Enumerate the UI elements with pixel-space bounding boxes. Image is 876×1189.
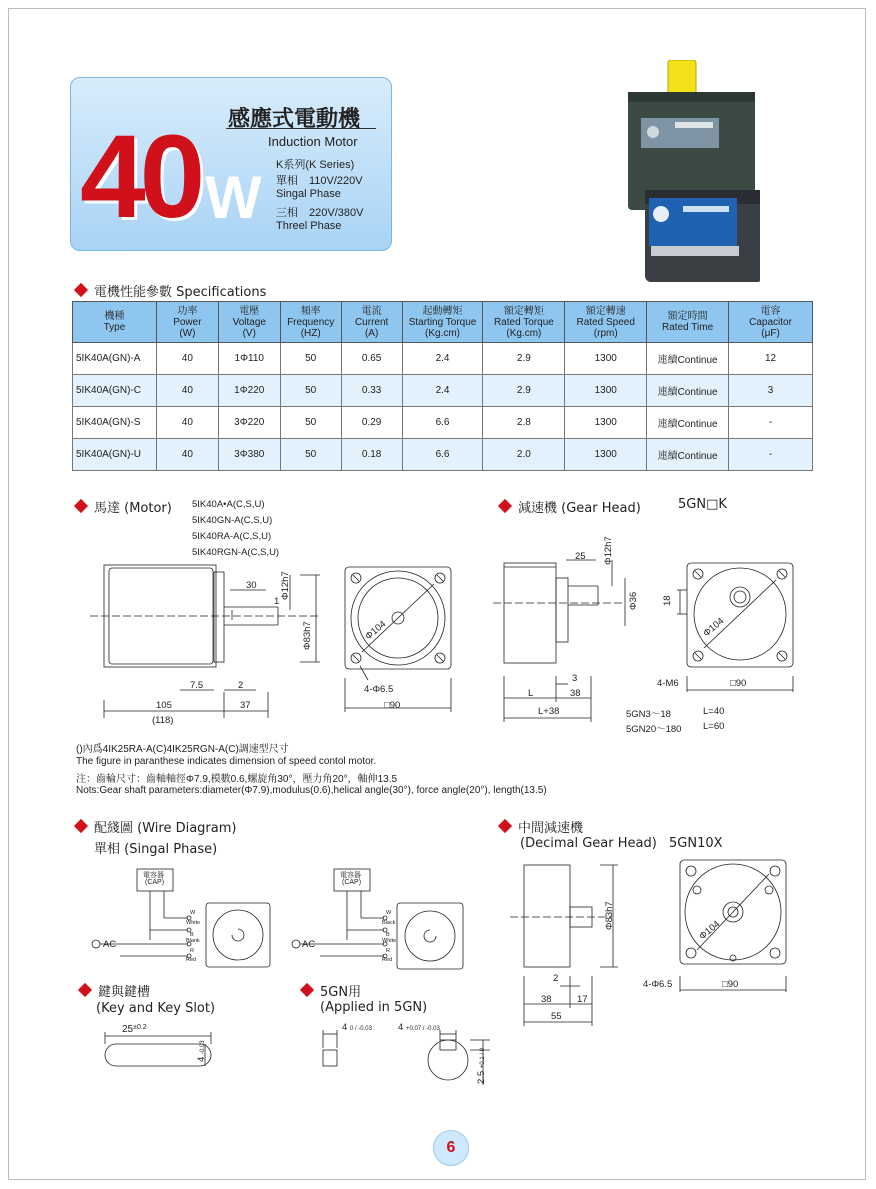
gear-dim-L: L [528, 688, 534, 699]
table-cell: 1300 [565, 343, 647, 375]
dec-holes: 4-Φ6.5 [643, 979, 673, 990]
wire-r-left: R [190, 948, 194, 954]
table-cell: 1300 [565, 375, 647, 407]
cap-label-en-right: (CAP) [342, 879, 362, 886]
note-2: The figure in paranthese indicates dimension of speed contol motor. [76, 756, 377, 767]
table-cell: 3Φ380 [218, 439, 280, 471]
gear-ratio-1: 5GN3～18 [626, 709, 671, 720]
wire-red-left: Red [186, 957, 197, 963]
page-number: 6 [433, 1130, 469, 1166]
key-dim-25: $25^{\pm 0.2}$ [122, 1024, 147, 1035]
table-cell: 50 [280, 375, 341, 407]
header-rated-torque: 額定轉矩 Rated Torque (Kg.cm) [483, 302, 565, 343]
table-cell: 3Φ220 [218, 407, 280, 439]
table-cell: 1300 [565, 439, 647, 471]
note-4: Nots:Gear shaft parameters:diameter(Φ7.9),modulus(0.6),helical angle(30°), force angle(20°), length(13.5) [76, 785, 547, 796]
dim-7-5: 7.5 [190, 680, 204, 691]
table-cell: 5IK40A(GN)-A [73, 343, 157, 375]
wire-b-right: B [386, 932, 390, 938]
gear-dim-3: 3 [572, 673, 578, 684]
motor-holes: 4-Φ6.5 [364, 684, 394, 695]
header-frequency: 頻率 Frequency (HZ) [280, 302, 341, 343]
ac-label-left: AC [103, 939, 117, 950]
header-type: 機種 Type [73, 302, 157, 343]
table-cell: 0.18 [341, 439, 402, 471]
cap-label-en: (CAP) [145, 879, 165, 886]
header-starting-torque: 起動轉矩 Starting Torque (Kg.cm) [402, 302, 483, 343]
spec-heading-text: 電機性能參數 Specifications [94, 285, 267, 300]
table-cell: 2.8 [483, 407, 565, 439]
header-power: 功率 Power (W) [156, 302, 218, 343]
wire-white-right: White [382, 938, 397, 944]
gear-dim-12h7: Φ12h7 [603, 536, 614, 565]
dec-square: □90 [722, 979, 739, 990]
table-cell: 連續Continue [647, 375, 729, 407]
note-3: 注：齒輪尺寸：齒軸軸徑Φ7.9,模數0.6,螺旋角30°，壓力角20°，軸伸13.5 [76, 774, 398, 785]
gn-sub: (Applied in 5GN) [320, 1000, 428, 1015]
dec-dim-2: 2 [553, 973, 559, 984]
table-cell: 連續Continue [647, 407, 729, 439]
header-voltage: 電壓 Voltage (V) [218, 302, 280, 343]
wire-heading-text: 配綫圖 (Wire Diagram) [94, 821, 237, 836]
table-cell: 2.4 [402, 343, 483, 375]
header-rated-speed: 額定轉速 Rated Speed (rpm) [565, 302, 647, 343]
decimal-sub: (Decimal Gear Head) [520, 836, 657, 851]
wire-b-left: B [190, 932, 194, 938]
wire-blank-left: Blank [186, 938, 200, 944]
dim-1: 1 [274, 596, 280, 607]
gn-dim-2-5: 2.5 +0.1 / 0 [476, 1047, 487, 1084]
gear-dim-25: 25 [575, 551, 586, 562]
dec-dim-83h7: Φ83h7 [604, 901, 615, 930]
decimal-side-view [510, 865, 618, 1026]
wire-red-right: Red [382, 957, 393, 963]
wire-diagram-right [292, 869, 463, 969]
dim-12h7: Φ12h7 [280, 571, 291, 600]
header-capacitor: 電容 Capacitor (μF) [729, 302, 813, 343]
gear-side-view [493, 560, 625, 722]
table-cell: 0.29 [341, 407, 402, 439]
table-cell: 0.33 [341, 375, 402, 407]
dec-dim-55: 55 [551, 1011, 562, 1022]
table-cell: - [729, 439, 813, 471]
gear-square: □90 [730, 678, 747, 689]
motor-model-3: 5IK40RA-A(C,S,U) [192, 531, 272, 542]
gn-dim-4a: 4 0 / -0.03 [342, 1022, 372, 1033]
table-cell: 40 [156, 439, 218, 471]
note-1: ()內爲4IK25RA-A(C)4IK25RGN-A(C)調速型尺寸 [76, 744, 289, 755]
single-phase-cn: 單相 110V/220V [276, 175, 363, 187]
table-cell: - [729, 407, 813, 439]
gear-model: 5GN□K [678, 497, 727, 512]
motor-heading-text: 馬達 (Motor) [94, 501, 172, 516]
table-cell: 50 [280, 439, 341, 471]
motor-square: □90 [384, 700, 401, 711]
wire-white-left: White [186, 920, 201, 926]
table-cell: 連續Continue [647, 439, 729, 471]
title-en: Induction Motor [268, 134, 358, 149]
three-phase-en: Threel Phase [276, 220, 342, 232]
table-cell: 40 [156, 343, 218, 375]
table-cell: 50 [280, 343, 341, 375]
gear-L-2: L=60 [703, 721, 725, 732]
ac-label-right: AC [302, 939, 316, 950]
table-cell: 1300 [565, 407, 647, 439]
dim-105: 105 [156, 700, 172, 711]
motor-model-4: 5IK40RGN-A(C,S,U) [192, 547, 280, 558]
dim-30: 30 [246, 580, 257, 591]
table-cell: 5IK40A(GN)-U [73, 439, 157, 471]
gear-m6: 4-M6 [657, 678, 679, 689]
key-dim-4: 4 -0.03 [196, 1040, 207, 1062]
power-unit: W [205, 164, 262, 231]
table-cell: 0.65 [341, 343, 402, 375]
table-cell: 6.6 [402, 439, 483, 471]
gn-heading-text: 5GN用 [320, 985, 362, 1000]
gn-slot-drawing [323, 1030, 490, 1085]
gear-dim-L38: L+38 [538, 706, 560, 717]
table-cell: 2.0 [483, 439, 565, 471]
table-cell: 1Φ220 [218, 375, 280, 407]
title-cn: 感應式電動機 [228, 107, 361, 132]
gear-dim-38: 38 [570, 688, 581, 699]
wire-sub: 單相 (Singal Phase) [94, 842, 218, 857]
table-cell: 5IK40A(GN)-S [73, 407, 157, 439]
key-heading-text: 鍵與鍵槽 [98, 985, 151, 1000]
gear-L-1: L=40 [703, 706, 725, 717]
gear-front-view [677, 563, 793, 692]
dim-83h7: Φ83h7 [302, 621, 313, 650]
power-number: 40 [80, 111, 200, 243]
dim-118: (118) [152, 715, 174, 726]
dim-104: Φ104 [363, 618, 389, 643]
wire-diagram-left [92, 869, 270, 967]
single-phase-en: Singal Phase [276, 188, 341, 200]
decimal-heading-text: 中間減速機 [518, 821, 584, 836]
wire-r-right: R [386, 948, 390, 954]
gn-dim-4b: 4 +0.07 / -0.03 [398, 1022, 440, 1033]
gear-dim-36: Φ36 [628, 591, 639, 610]
gear-heading-text: 減速機 (Gear Head) [518, 501, 641, 516]
cap-label-cn: 電容器 [143, 872, 164, 879]
wire-black-right: Black [382, 920, 396, 926]
table-cell: 3 [729, 375, 813, 407]
gear-dim-18: 18 [662, 595, 673, 606]
dim-2: 2 [238, 680, 244, 691]
table-cell: 2.4 [402, 375, 483, 407]
table-cell: 50 [280, 407, 341, 439]
decimal-front-view [680, 860, 786, 992]
wire-w-left: W [190, 910, 196, 916]
gear-dim-104: Φ104 [701, 615, 727, 640]
dec-dim-104: Φ104 [697, 918, 723, 943]
table-cell: 1Φ110 [218, 343, 280, 375]
series-label: K系列(K Series) [276, 159, 355, 171]
table-cell: 40 [156, 375, 218, 407]
three-phase-cn: 三相 220V/380V [276, 207, 364, 219]
table-cell: 12 [729, 343, 813, 375]
dec-dim-38: 38 [541, 994, 552, 1005]
table-cell: 2.9 [483, 375, 565, 407]
header-current: 電流 Current (A) [341, 302, 402, 343]
motor-front-view [345, 567, 451, 712]
motor-model-1: 5IK40A•A(C,S,U) [192, 499, 265, 510]
cap-label-cn-right: 電容器 [340, 872, 361, 879]
header-rated-time: 額定時間 Rated Time [647, 302, 729, 343]
dim-37: 37 [240, 700, 251, 711]
decimal-model: 5GN10X [669, 836, 723, 851]
key-sub: (Key and Key Slot) [96, 1001, 216, 1016]
gear-ratio-2: 5GN20～180 [626, 724, 682, 735]
table-cell: 2.9 [483, 343, 565, 375]
motor-model-2: 5IK40GN-A(C,S,U) [192, 515, 273, 526]
wire-w-right: W [386, 910, 392, 916]
table-cell: 40 [156, 407, 218, 439]
table-cell: 5IK40A(GN)-C [73, 375, 157, 407]
table-cell: 連續Continue [647, 343, 729, 375]
dec-dim-17: 17 [577, 994, 588, 1005]
table-cell: 6.6 [402, 407, 483, 439]
